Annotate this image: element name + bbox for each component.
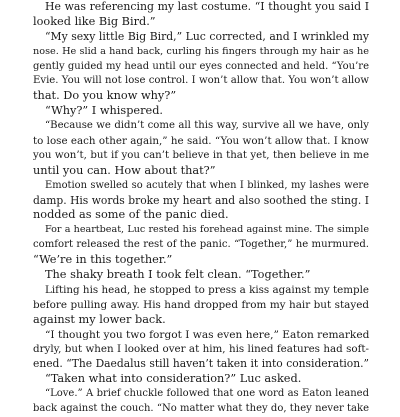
text-line: “I thought you two forgot I was even here,” Eaton remarked (45, 328, 370, 341)
text-line: nodded as some of the panic died. (33, 208, 229, 222)
text-line: looked like Big Bird.” (33, 14, 156, 28)
text-line: gently guided my head until our eyes connected and held. “You’re (33, 60, 369, 72)
text-line: against my lower back. (33, 312, 166, 326)
text-line: to lose each other again,” he said. “You won’t allow that. I know (33, 135, 369, 148)
text-line: Emotion swelled so acutely that when I blinked, my lashes were (45, 179, 369, 191)
text-line: you won’t, but if you can’t believe in that yet, then believe in me (33, 149, 369, 161)
text-line: “My sexy little Big Bird,” Luc corrected, and I wrinkled my (45, 29, 369, 43)
text-line: The shaky breath I took felt clean. “Together.” (45, 268, 311, 282)
text-line: He was referencing my last costume. “I thought you said I (45, 0, 369, 13)
text-line: ened. “The Daedalus still haven’t taken it into consideration.” (33, 357, 369, 371)
text-line: dryly, but when I looked over at him, his lined features had soft- (33, 343, 369, 356)
text-line: “Love.” A brief chuckle followed that one word as Eaton leaned (45, 388, 369, 400)
text-line: For a heartbeat, Luc rested his forehead against mine. The simple (45, 224, 369, 236)
text-line: before pulling away. His hand dropped from my hair but stayed (33, 298, 369, 311)
text-line: back against the couch. “No matter what they do, they never take (33, 403, 369, 415)
text-line: nose. He slid a hand back, curling his fingers through my hair as he (33, 45, 369, 57)
text-line: “Because we didn’t come all this way, survive all we have, only (45, 120, 369, 132)
text-line: “We’re in this together.” (33, 253, 173, 267)
text-line: comfort released the rest of the panic. “Together,” he murmured. (33, 239, 369, 251)
text-line: until you can. How about that?” (33, 163, 216, 177)
text-line: Evie. You will not lose control. I won’t allow that. You won’t allow (33, 75, 369, 87)
text-line: that. Do you know why?” (33, 89, 177, 103)
text-line: Lifting his head, he stopped to press a kiss against my temple (45, 283, 369, 296)
text-line: “Taken what into consideration?” Luc asked. (45, 372, 302, 386)
text-line: “Why?” I whispered. (45, 104, 164, 118)
text-line: damp. His words broke my heart and also soothed the sting. I (33, 193, 369, 207)
body-text (33, 0, 369, 417)
